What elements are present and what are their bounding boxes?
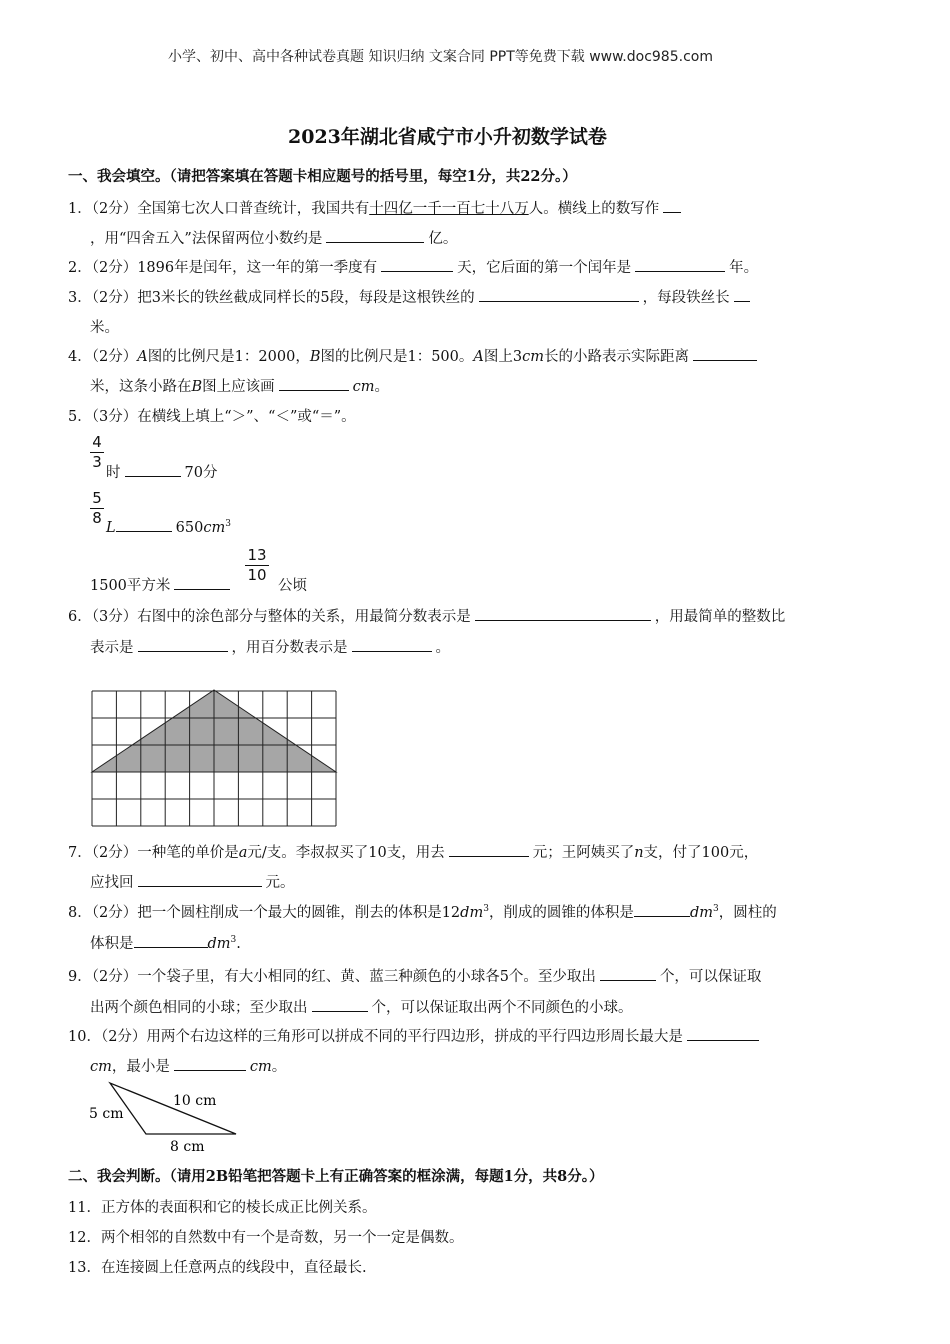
- question-7-line-1: 7．（2分）一种笔的单价是a元/支。李叔叔买了10支，用去 元；王阿姨买了n支，付了100元，: [68, 841, 758, 862]
- question-3-line-1: 3．（2分）把3米长的铁丝截成同样长的5段，每段是这根铁丝的 ，每段铁丝长: [68, 286, 754, 307]
- question-1-line-1: 1．（2分）全国第七次人口普查统计，我国共有十四亿一千一百七十八万人。横线上的数写作: [68, 197, 685, 218]
- answer-blank[interactable]: [663, 198, 681, 213]
- answer-blank[interactable]: [687, 1026, 759, 1041]
- side-label-5cm: 5 cm: [89, 1106, 124, 1122]
- answer-blank[interactable]: [479, 287, 639, 302]
- grid-figure: [90, 689, 338, 829]
- question-7-line-2: 应找回 元。: [90, 871, 295, 892]
- section-1-heading: 一、我会填空。（请把答案填在答题卡相应题号的括号里，每空1分，共22分。）: [68, 168, 577, 185]
- page-title: 2023年湖北省咸宁市小升初数学试卷: [288, 126, 607, 148]
- answer-blank[interactable]: [449, 842, 529, 857]
- question-6-line-2: 表示是 ，用百分数表示是 。: [90, 636, 450, 657]
- question-10-line-2: cm，最小是 cm。: [90, 1055, 286, 1076]
- answer-blank[interactable]: [134, 933, 208, 948]
- question-5-row-2: L $650cm^3$: [106, 517, 231, 536]
- section-2-heading: 二、我会判断。（请用2B铅笔把答题卡上有正确答案的框涂满，每题1分，共8分。）: [68, 1168, 604, 1185]
- answer-blank[interactable]: [138, 872, 262, 887]
- question-2: 2．（2分）1896年是闰年，这一年的第一季度有 天，它后面的第一个闰年是 年。: [68, 256, 758, 277]
- answer-blank[interactable]: [125, 462, 181, 477]
- answer-blank[interactable]: [138, 637, 228, 652]
- answer-blank[interactable]: [734, 287, 750, 302]
- answer-blank[interactable]: [635, 257, 725, 272]
- answer-blank[interactable]: [312, 997, 368, 1012]
- question-8-line-2: 体积是 $dm^3$.: [90, 932, 241, 953]
- answer-blank[interactable]: [279, 376, 349, 391]
- question-8-line-1: 8．（2分）把一个圆柱削成一个最大的圆锥，削去的体积是$12dm^3$，削成的圆锥的体积是 $dm^3$，圆柱的: [68, 901, 777, 922]
- triangle-figure: [88, 1080, 258, 1152]
- answer-blank[interactable]: [174, 1056, 246, 1071]
- question-3-line-2: 米。: [90, 320, 119, 336]
- question-5-row-1: 时 70分: [106, 461, 217, 482]
- question-11: 11．正方体的表面积和它的棱长成正比例关系。: [68, 1200, 377, 1216]
- question-1-line-2: ，用“四舍五入”法保留两位小数约是 亿。: [90, 227, 457, 248]
- question-9-line-2: 出两个颜色相同的小球；至少取出 个，可以保证取出两个不同颜色的小球。: [90, 996, 633, 1017]
- side-label-10cm: 10 cm: [173, 1093, 217, 1109]
- side-label-8cm: 8 cm: [170, 1139, 205, 1152]
- answer-blank[interactable]: [634, 902, 690, 917]
- answer-blank[interactable]: [116, 517, 172, 532]
- answer-blank[interactable]: [600, 966, 656, 981]
- answer-blank[interactable]: [693, 346, 757, 361]
- fraction-5-8: 5 8: [90, 490, 104, 527]
- question-5-row-3-unit: 公顷: [278, 578, 307, 594]
- answer-blank[interactable]: [326, 228, 424, 243]
- question-6-line-1: 6．（3分）右图中的涂色部分与整体的关系，用最简分数表示是 ，用最简单的整数比: [68, 605, 785, 626]
- page-header: 小学、初中、高中各种试卷真题 知识归纳 文案合同 PPT等免费下载 www.doc985.com: [168, 49, 713, 65]
- question-9-line-1: 9．（2分）一个袋子里，有大小相同的红、黄、蓝三种颜色的小球各5个。至少取出 个，可以保证取: [68, 965, 761, 986]
- question-4-line-1: 4．（2分）A图的比例尺是1：2000，B图的比例尺是1：500。A图上3cm长的小路表示实际距离: [68, 345, 761, 366]
- fraction-4-3: 4 3: [90, 434, 104, 471]
- question-13: 13．在连接圆上任意两点的线段中，直径最长.: [68, 1260, 367, 1276]
- question-12: 12．两个相邻的自然数中有一个是奇数，另一个一定是偶数。: [68, 1230, 464, 1246]
- question-5-row-3: 1500平方米: [90, 574, 234, 595]
- question-10-line-1: 10．（2分）用两个右边这样的三角形可以拼成不同的平行四边形，拼成的平行四边形周长最大是: [68, 1025, 763, 1046]
- question-5-stem: 5．（3分）在横线上填上“＞”、“＜”或“＝”。: [68, 409, 356, 425]
- question-4-line-2: 米，这条小路在B图上应该画 cm。: [90, 375, 389, 396]
- answer-blank[interactable]: [174, 575, 230, 590]
- answer-blank[interactable]: [475, 606, 651, 621]
- answer-blank[interactable]: [381, 257, 453, 272]
- answer-blank[interactable]: [352, 637, 432, 652]
- fraction-13-10: 13 10: [245, 547, 269, 584]
